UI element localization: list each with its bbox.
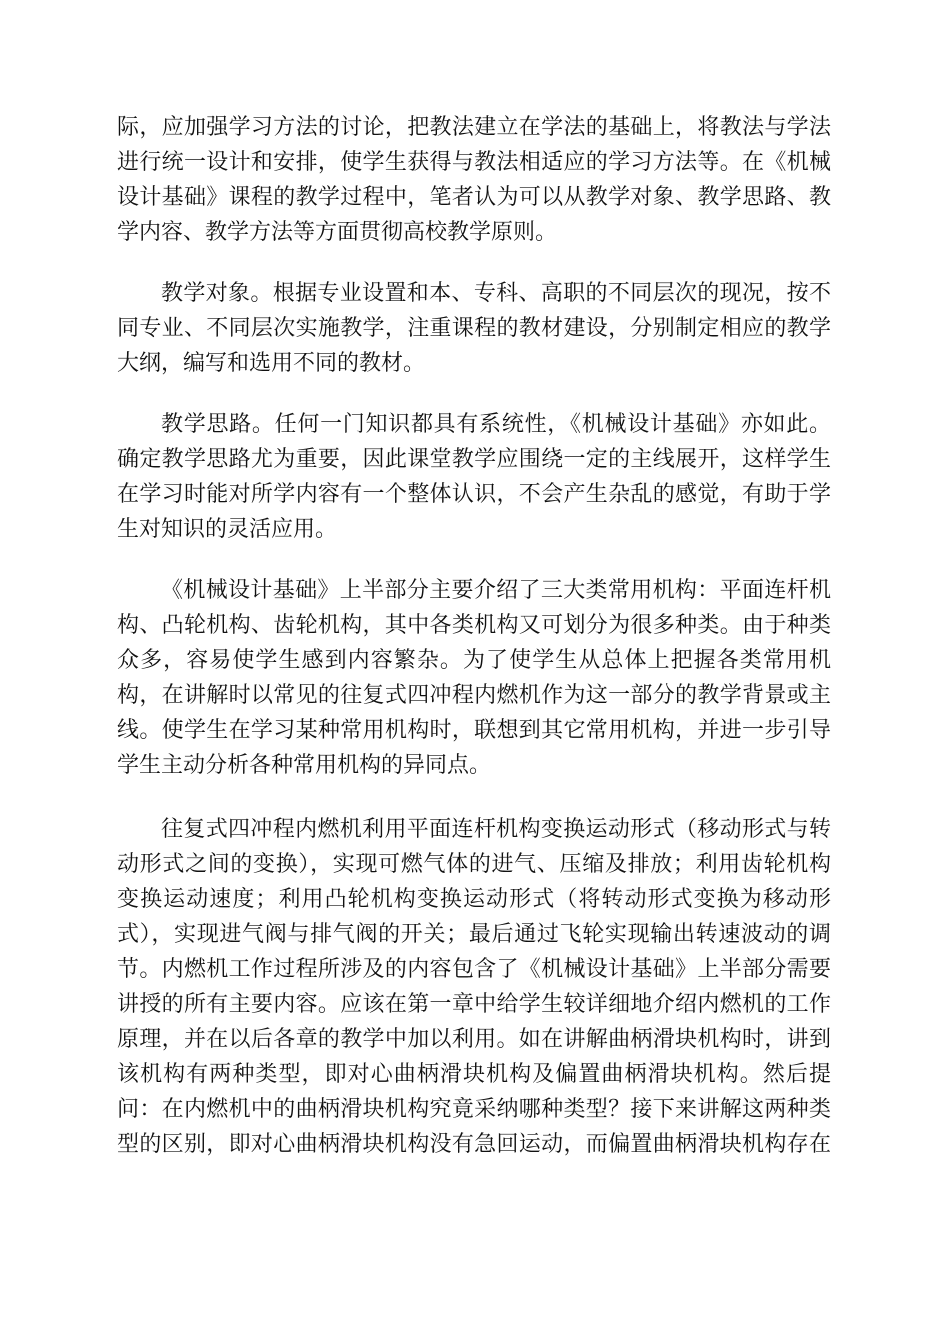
text-line: 构，在讲解时以常见的往复式四冲程内燃机作为这一部分的教学背景或主 bbox=[117, 683, 831, 708]
text-line: 教学对象。根据专业设置和本、专科、高职的不同层次的现况，按不 bbox=[161, 281, 831, 306]
document-page bbox=[117, 110, 831, 1162]
text-line: 该机构有两种类型，即对心曲柄滑块机构及偏置曲柄滑块机构。然后提 bbox=[117, 1062, 831, 1087]
text-line: 学生主动分析各种常用机构的异同点。 bbox=[117, 753, 492, 778]
text-line: 进行统一设计和安排，使学生获得与教法相适应的学习方法等。在《机械 bbox=[117, 150, 831, 175]
text-line: 往复式四冲程内燃机利用平面连杆机构变换运动形式（移动形式与转 bbox=[161, 817, 831, 842]
text-line: 《机械设计基础》上半部分主要介绍了三大类常用机构：平面连杆机 bbox=[161, 578, 831, 603]
text-line: 动形式之间的变换），实现可燃气体的进气、压缩及排放；利用齿轮机构 bbox=[117, 852, 831, 877]
paragraph-2 bbox=[117, 276, 831, 381]
text-line: 学内容、教学方法等方面贯彻高校教学原则。 bbox=[117, 220, 558, 245]
text-line: 同专业、不同层次实施教学，注重课程的教材建设，分别制定相应的教学 bbox=[117, 316, 831, 341]
text-line: 众多，容易使学生感到内容繁杂。为了使学生从总体上把握各类常用机 bbox=[117, 648, 831, 673]
text-line: 型的区别，即对心曲柄滑块机构没有急回运动，而偏置曲柄滑块机构存在 bbox=[117, 1132, 831, 1157]
text-line: 设计基础》课程的教学过程中，笔者认为可以从教学对象、教学思路、教 bbox=[117, 185, 831, 210]
paragraph-1 bbox=[117, 110, 831, 250]
text-line: 构、凸轮机构、齿轮机构，其中各类机构又可划分为很多种类。由于种类 bbox=[117, 613, 831, 638]
paragraph-3 bbox=[117, 407, 831, 547]
text-line: 生对知识的灵活应用。 bbox=[117, 517, 338, 542]
text-line: 大纲，编写和选用不同的教材。 bbox=[117, 351, 426, 376]
text-line: 式），实现进气阀与排气阀的开关；最后通过飞轮实现输出转速波动的调 bbox=[117, 922, 831, 947]
paragraph-5 bbox=[117, 812, 831, 1162]
text-line: 在学习时能对所学内容有一个整体认识，不会产生杂乱的感觉，有助于学 bbox=[117, 482, 831, 507]
text-line: 问：在内燃机中的曲柄滑块机构究竟采纳哪种类型？接下来讲解这两种类 bbox=[117, 1097, 831, 1122]
paragraph-4 bbox=[117, 573, 831, 783]
text-line: 教学思路。任何一门知识都具有系统性，《机械设计基础》亦如此。 bbox=[161, 412, 831, 437]
text-line: 节。内燃机工作过程所涉及的内容包含了《机械设计基础》上半部分需要 bbox=[117, 957, 831, 982]
text-line: 确定教学思路尤为重要，因此课堂教学应围绕一定的主线展开，这样学生 bbox=[117, 447, 831, 472]
text-line: 线。使学生在学习某种常用机构时，联想到其它常用机构，并进一步引导 bbox=[117, 718, 831, 743]
text-line: 讲授的所有主要内容。应该在第一章中给学生较详细地介绍内燃机的工作 bbox=[117, 992, 831, 1017]
text-line: 原理，并在以后各章的教学中加以利用。如在讲解曲柄滑块机构时，讲到 bbox=[117, 1027, 831, 1052]
text-line: 变换运动速度；利用凸轮机构变换运动形式（将转动形式变换为移动形 bbox=[117, 887, 831, 912]
text-line: 际，应加强学习方法的讨论，把教法建立在学法的基础上，将教法与学法 bbox=[117, 115, 831, 140]
